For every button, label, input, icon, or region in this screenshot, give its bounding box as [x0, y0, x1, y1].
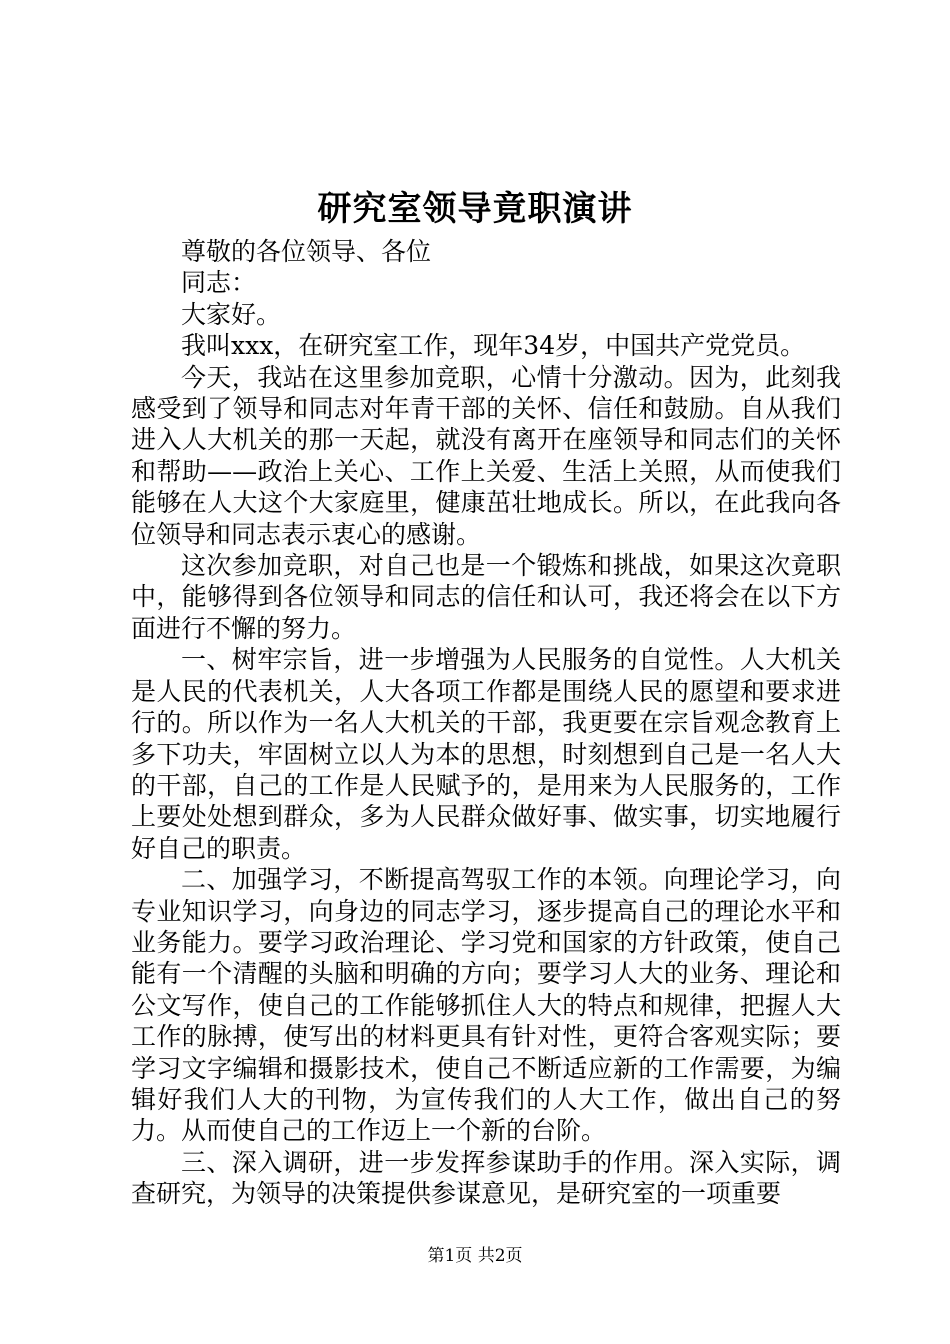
- paragraph-gratitude: 今天，我站在这里参加竞职，心情十分激动。因为，此刻我感受到了领导和同志对年青干部的关怀、信任和鼓励。自从我们进入人大机关的那一天起，就没有离开在座领导和同志们的关怀和帮助——政治上关心、工作上关爱、生活上关照，从而使我们能够在人大这个大家庭里，健康茁壮地成长。所以，在此我向各位领导和同志表示衷心的感谢。: [131, 362, 841, 549]
- paragraph-point-two: 二、加强学习，不断提高驾驭工作的本领。向理论学习，向专业知识学习，向身边的同志学习，逐步提高自己的理论水平和业务能力。要学习政治理论、学习党和国家的方针政策，使自己能有一个清醒的头脑和明确的方向；要学习人大的业务、理论和公文写作，使自己的工作能够抓住人大的特点和规律，把握人大工作的脉搏，使写出的材料更具有针对性，更符合客观实际；要学习文字编辑和摄影技术，使自己不断适应新的工作需要，为编辑好我们人大的刊物，为宣传我们的人大工作，做出自己的努力。从而使自己的工作迈上一个新的台阶。: [131, 865, 841, 1146]
- document-body: [131, 236, 841, 1210]
- page-title: 研究室领导竟职演讲: [317, 189, 633, 229]
- paragraph-greeting: 大家好。: [181, 299, 282, 329]
- paragraph-point-three: 三、深入调研，进一步发挥参谋助手的作用。深入实际，调查研究，为领导的决策提供参谋意见，是研究室的一项重要: [131, 1147, 841, 1209]
- paragraph-intro: 我叫xxx，在研究室工作，现年34岁，中国共产党党员。: [181, 331, 806, 361]
- page-footer: 第1页 共2页: [427, 1246, 523, 1266]
- paragraph-salutation: 尊敬的各位领导、各位: [181, 237, 432, 266]
- paragraph-salutation-cont: 同志：: [181, 268, 257, 298]
- paragraph-point-one: 一、树牢宗旨，进一步增强为人民服务的自觉性。人大机关是人民的代表机关，人大各项工作都是围绕人民的愿望和要求进行的。所以作为一名人大机关的干部，我更要在宗旨观念教育上多下功夫，牢固树立以人为本的思想，时刻想到自己是一名人大的干部，自己的工作是人民赋予的，是用来为人民服务的，工作上要处处想到群众，多为人民群众做好事、做实事，切实地履行好自己的职责。: [131, 645, 841, 863]
- paragraph-challenge: 这次参加竞职，对自己也是一个锻炼和挑战，如果这次竟职中，能够得到各位领导和同志的信任和认可，我还将会在以下方面进行不懈的努力。: [131, 551, 841, 643]
